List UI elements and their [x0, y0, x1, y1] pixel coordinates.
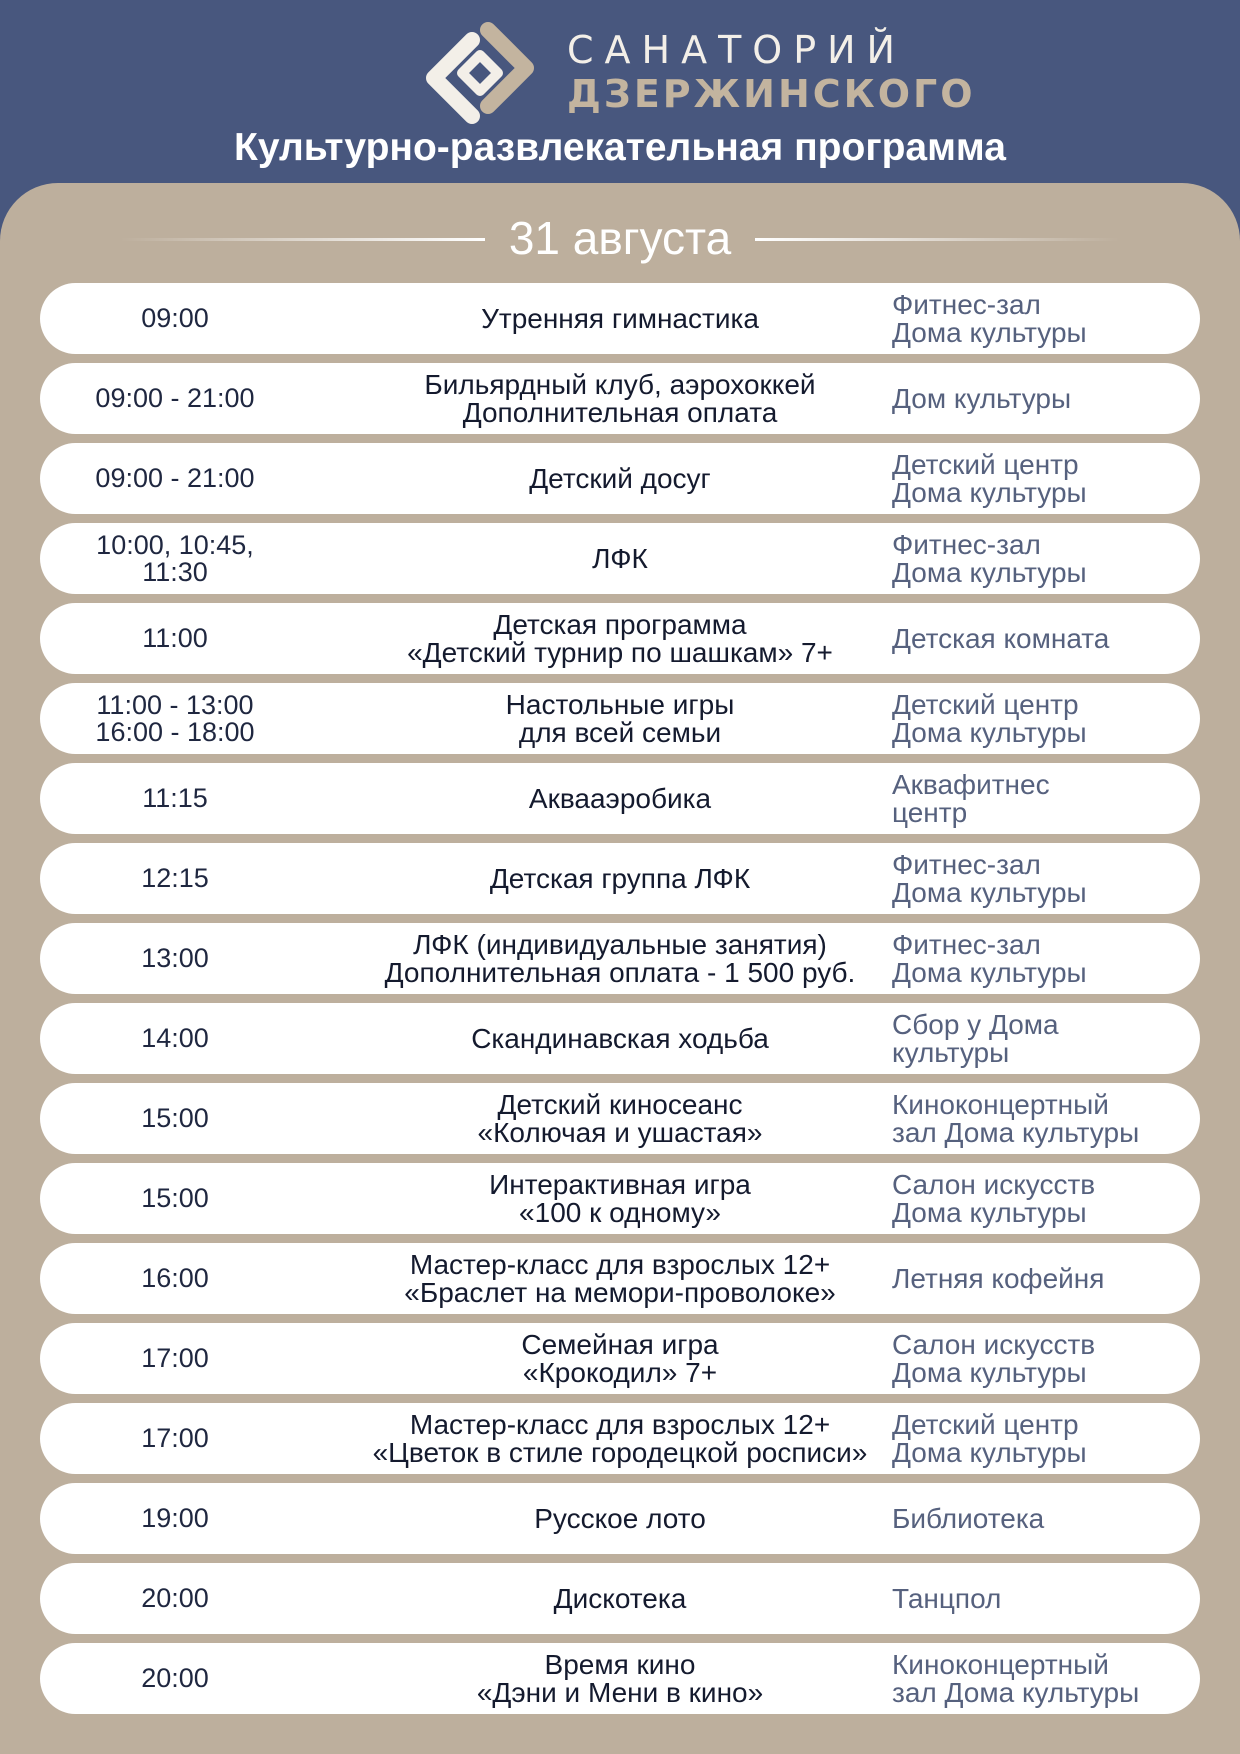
event-location: Детский центр Дома культуры [892, 1408, 1087, 1468]
event-location: Детский центр Дома культуры [892, 448, 1087, 508]
event-time: 12:15 [141, 863, 209, 893]
event-location: Фитнес-зал Дома культуры [892, 848, 1087, 908]
event-location: Летняя кофейня [892, 1262, 1105, 1294]
schedule-row [40, 1483, 1200, 1554]
schedule-row [40, 363, 1200, 434]
event-title: Русское лото [534, 1502, 706, 1534]
event-title: ЛФК (индивидуальные занятия) Дополнительная оплата - 1 500 руб. [384, 928, 856, 988]
schedule-row [40, 1003, 1200, 1074]
event-time: 15:00 [141, 1183, 209, 1213]
event-time: 17:00 [141, 1343, 209, 1373]
event-location: Дом культуры [892, 382, 1072, 414]
event-title: Детская программа «Детский турнир по шашкам» 7+ [407, 608, 833, 668]
event-title: Аквааэробика [528, 782, 712, 814]
event-location: Киноконцертный зал Дома культуры [892, 1648, 1140, 1708]
schedule-row [40, 1403, 1200, 1474]
header [0, 0, 1240, 200]
event-location: Аквафитнес центр [892, 768, 1050, 828]
brand-name [567, 28, 976, 116]
schedule-row [40, 1083, 1200, 1154]
schedule-row [40, 923, 1200, 994]
schedule-row [40, 683, 1200, 754]
event-location: Фитнес-зал Дома культуры [892, 288, 1087, 348]
event-location: Фитнес-зал Дома культуры [892, 528, 1087, 588]
event-time: 17:00 [141, 1423, 209, 1453]
event-location: Салон искусств Дома культуры [892, 1328, 1096, 1388]
event-location: Детский центр Дома культуры [892, 688, 1087, 748]
event-location: Киноконцертный зал Дома культуры [892, 1088, 1140, 1148]
event-title: Время кино «Дэни и Мени в кино» [476, 1648, 764, 1708]
event-time: 19:00 [141, 1503, 209, 1533]
event-location: Сбор у Дома культуры [892, 1008, 1059, 1068]
brand-line-1: САНАТОРИЙ [567, 28, 906, 72]
event-time: 11:00 - 13:00 16:00 - 18:00 [95, 689, 255, 747]
schedule-row [40, 603, 1200, 674]
event-time: 16:00 [141, 1263, 209, 1293]
event-location: Библиотека [892, 1502, 1045, 1534]
schedule-row [40, 523, 1200, 594]
event-location: Танцпол [892, 1582, 1002, 1614]
event-title: Настольные игры для всей семьи [505, 688, 735, 748]
event-time: 09:00 - 21:00 [95, 463, 255, 493]
event-time: 11:15 [142, 783, 208, 813]
schedule-panel [0, 183, 1240, 1754]
event-time: 10:00, 10:45, 11:30 [96, 529, 254, 587]
event-location: Детская комната [892, 622, 1110, 654]
event-title: Интерактивная игра «100 к одному» [489, 1168, 751, 1228]
brand-line-2: ДЗЕРЖИНСКОГО [567, 72, 976, 116]
event-title: Скандинавская ходьба [471, 1022, 769, 1054]
event-time: 13:00 [141, 943, 209, 973]
event-title: Мастер-класс для взрослых 12+ «Цветок в стиле городецкой росписи» [372, 1408, 868, 1468]
event-location: Салон искусств Дома культуры [892, 1168, 1096, 1228]
schedule-row [40, 763, 1200, 834]
schedule-row [40, 1243, 1200, 1314]
schedule-date: 31 августа [508, 212, 732, 264]
schedule-row [40, 1643, 1200, 1714]
event-title: Мастер-класс для взрослых 12+ «Браслет на мемори-проволоке» [404, 1248, 836, 1308]
schedule-row [40, 283, 1200, 354]
event-title: Утренняя гимнастика [481, 302, 759, 334]
event-time: 14:00 [141, 1023, 209, 1053]
event-time: 11:00 [142, 623, 208, 653]
event-title: Детская группа ЛФК [489, 862, 751, 894]
event-title: Детский досуг [529, 462, 711, 494]
event-title: Бильярдный клуб, аэрохоккей Дополнительная оплата [424, 368, 816, 428]
event-title: Детский киносеанс «Колючая и ушастая» [477, 1088, 763, 1148]
date-heading [0, 207, 1240, 269]
schedule-row [40, 843, 1200, 914]
schedule-row [40, 1323, 1200, 1394]
schedule-row [40, 1563, 1200, 1634]
event-time: 09:00 [141, 303, 209, 333]
event-time: 20:00 [141, 1663, 209, 1693]
sanatorium-logo-icon [410, 18, 550, 128]
event-location: Фитнес-зал Дома культуры [892, 928, 1087, 988]
event-title: Семейная игра «Крокодил» 7+ [521, 1328, 719, 1388]
event-title: ЛФК [592, 542, 648, 574]
schedule-row [40, 443, 1200, 514]
schedule-row [40, 1163, 1200, 1234]
page-title: Культурно-развлекательная программа [234, 126, 1006, 169]
event-title: Дискотека [553, 1582, 687, 1614]
event-time: 20:00 [141, 1583, 209, 1613]
event-time: 15:00 [141, 1103, 209, 1133]
event-time: 09:00 - 21:00 [95, 383, 255, 413]
